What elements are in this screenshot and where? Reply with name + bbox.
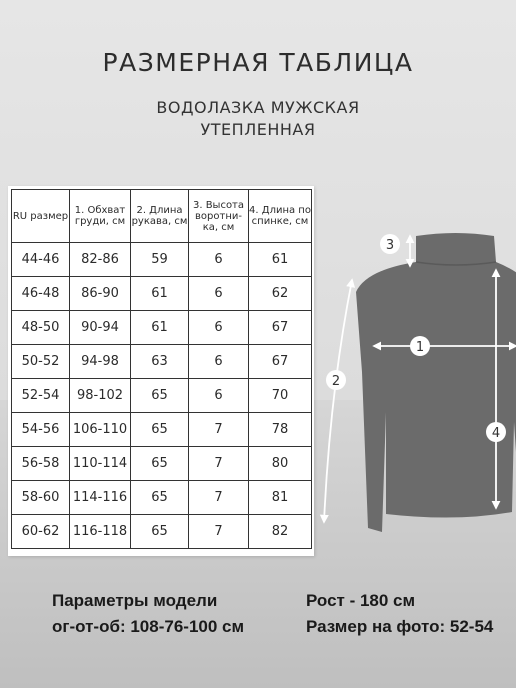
table-cell: 61 [131,311,189,345]
product-subtitle [0,97,516,141]
table-cell: 7 [189,481,249,515]
table-row [12,345,312,379]
size-table [11,189,312,549]
table-cell: 81 [249,481,312,515]
subtitle-line-2: УТЕПЛЕННАЯ [200,120,316,139]
table-cell: 44-46 [12,243,70,277]
header-collar: 3. Высота воротни-ка, см [189,190,249,243]
table-cell: 110-114 [70,447,131,481]
table-cell: 7 [189,413,249,447]
header-ru-size: RU размер [12,190,70,243]
marker-4-label: 4 [491,426,501,441]
table-cell: 6 [189,345,249,379]
table-cell: 82-86 [70,243,131,277]
table-cell: 94-98 [70,345,131,379]
model-params-label: Параметры модели [52,591,218,610]
model-height: Рост - 180 см [306,591,416,610]
table-cell: 106-110 [70,413,131,447]
table-cell: 56-58 [12,447,70,481]
table-cell: 114-116 [70,481,131,515]
table-cell: 52-54 [12,379,70,413]
table-cell: 58-60 [12,481,70,515]
table-cell: 98-102 [70,379,131,413]
table-cell: 46-48 [12,277,70,311]
table-cell: 67 [249,345,312,379]
model-params [52,588,244,640]
table-cell: 86-90 [70,277,131,311]
table-cell: 7 [189,515,249,549]
table-cell: 80 [249,447,312,481]
table-header-row [12,190,312,243]
table-cell: 65 [131,447,189,481]
header-sleeve: 2. Длина рукава, см [131,190,189,243]
table-cell: 65 [131,515,189,549]
table-cell: 6 [189,277,249,311]
table-cell: 65 [131,413,189,447]
table-cell: 61 [131,277,189,311]
table-cell: 7 [189,447,249,481]
header-chest: 1. Обхват груди, см [70,190,131,243]
marker-3-label: 3 [385,238,395,253]
table-row [12,447,312,481]
table-cell: 78 [249,413,312,447]
table-cell: 70 [249,379,312,413]
turtleneck-diagram [316,222,516,532]
table-cell: 48-50 [12,311,70,345]
table-row [12,481,312,515]
table-cell: 6 [189,311,249,345]
garment-silhouette [356,233,516,532]
table-cell: 61 [249,243,312,277]
table-cell: 6 [189,379,249,413]
subtitle-line-1: ВОДОЛАЗКА МУЖСКАЯ [156,98,360,117]
table-cell: 59 [131,243,189,277]
table-row [12,277,312,311]
table-row [12,311,312,345]
table-cell: 65 [131,379,189,413]
table-cell: 82 [249,515,312,549]
table-row [12,515,312,549]
table-row [12,379,312,413]
table-cell: 90-94 [70,311,131,345]
table-row [12,413,312,447]
table-cell: 6 [189,243,249,277]
marker-2-label: 2 [331,374,341,389]
page-title: РАЗМЕРНАЯ ТАБЛИЦА [102,48,414,77]
table-cell: 63 [131,345,189,379]
model-params-value: ог-от-об: 108-76-100 см [52,617,245,636]
table-cell: 60-62 [12,515,70,549]
sleeve-length-arrow [324,280,352,522]
table-cell: 50-52 [12,345,70,379]
header-back-length: 4. Длина по спинке, см [249,190,312,243]
size-table-card [8,186,314,556]
table-row [12,243,312,277]
table-cell: 54-56 [12,413,70,447]
model-photo-size: Размер на фото: 52-54 [306,617,494,636]
table-cell: 62 [249,277,312,311]
marker-1-label: 1 [415,340,425,355]
model-info [306,588,493,640]
table-cell: 116-118 [70,515,131,549]
table-cell: 65 [131,481,189,515]
table-cell: 67 [249,311,312,345]
